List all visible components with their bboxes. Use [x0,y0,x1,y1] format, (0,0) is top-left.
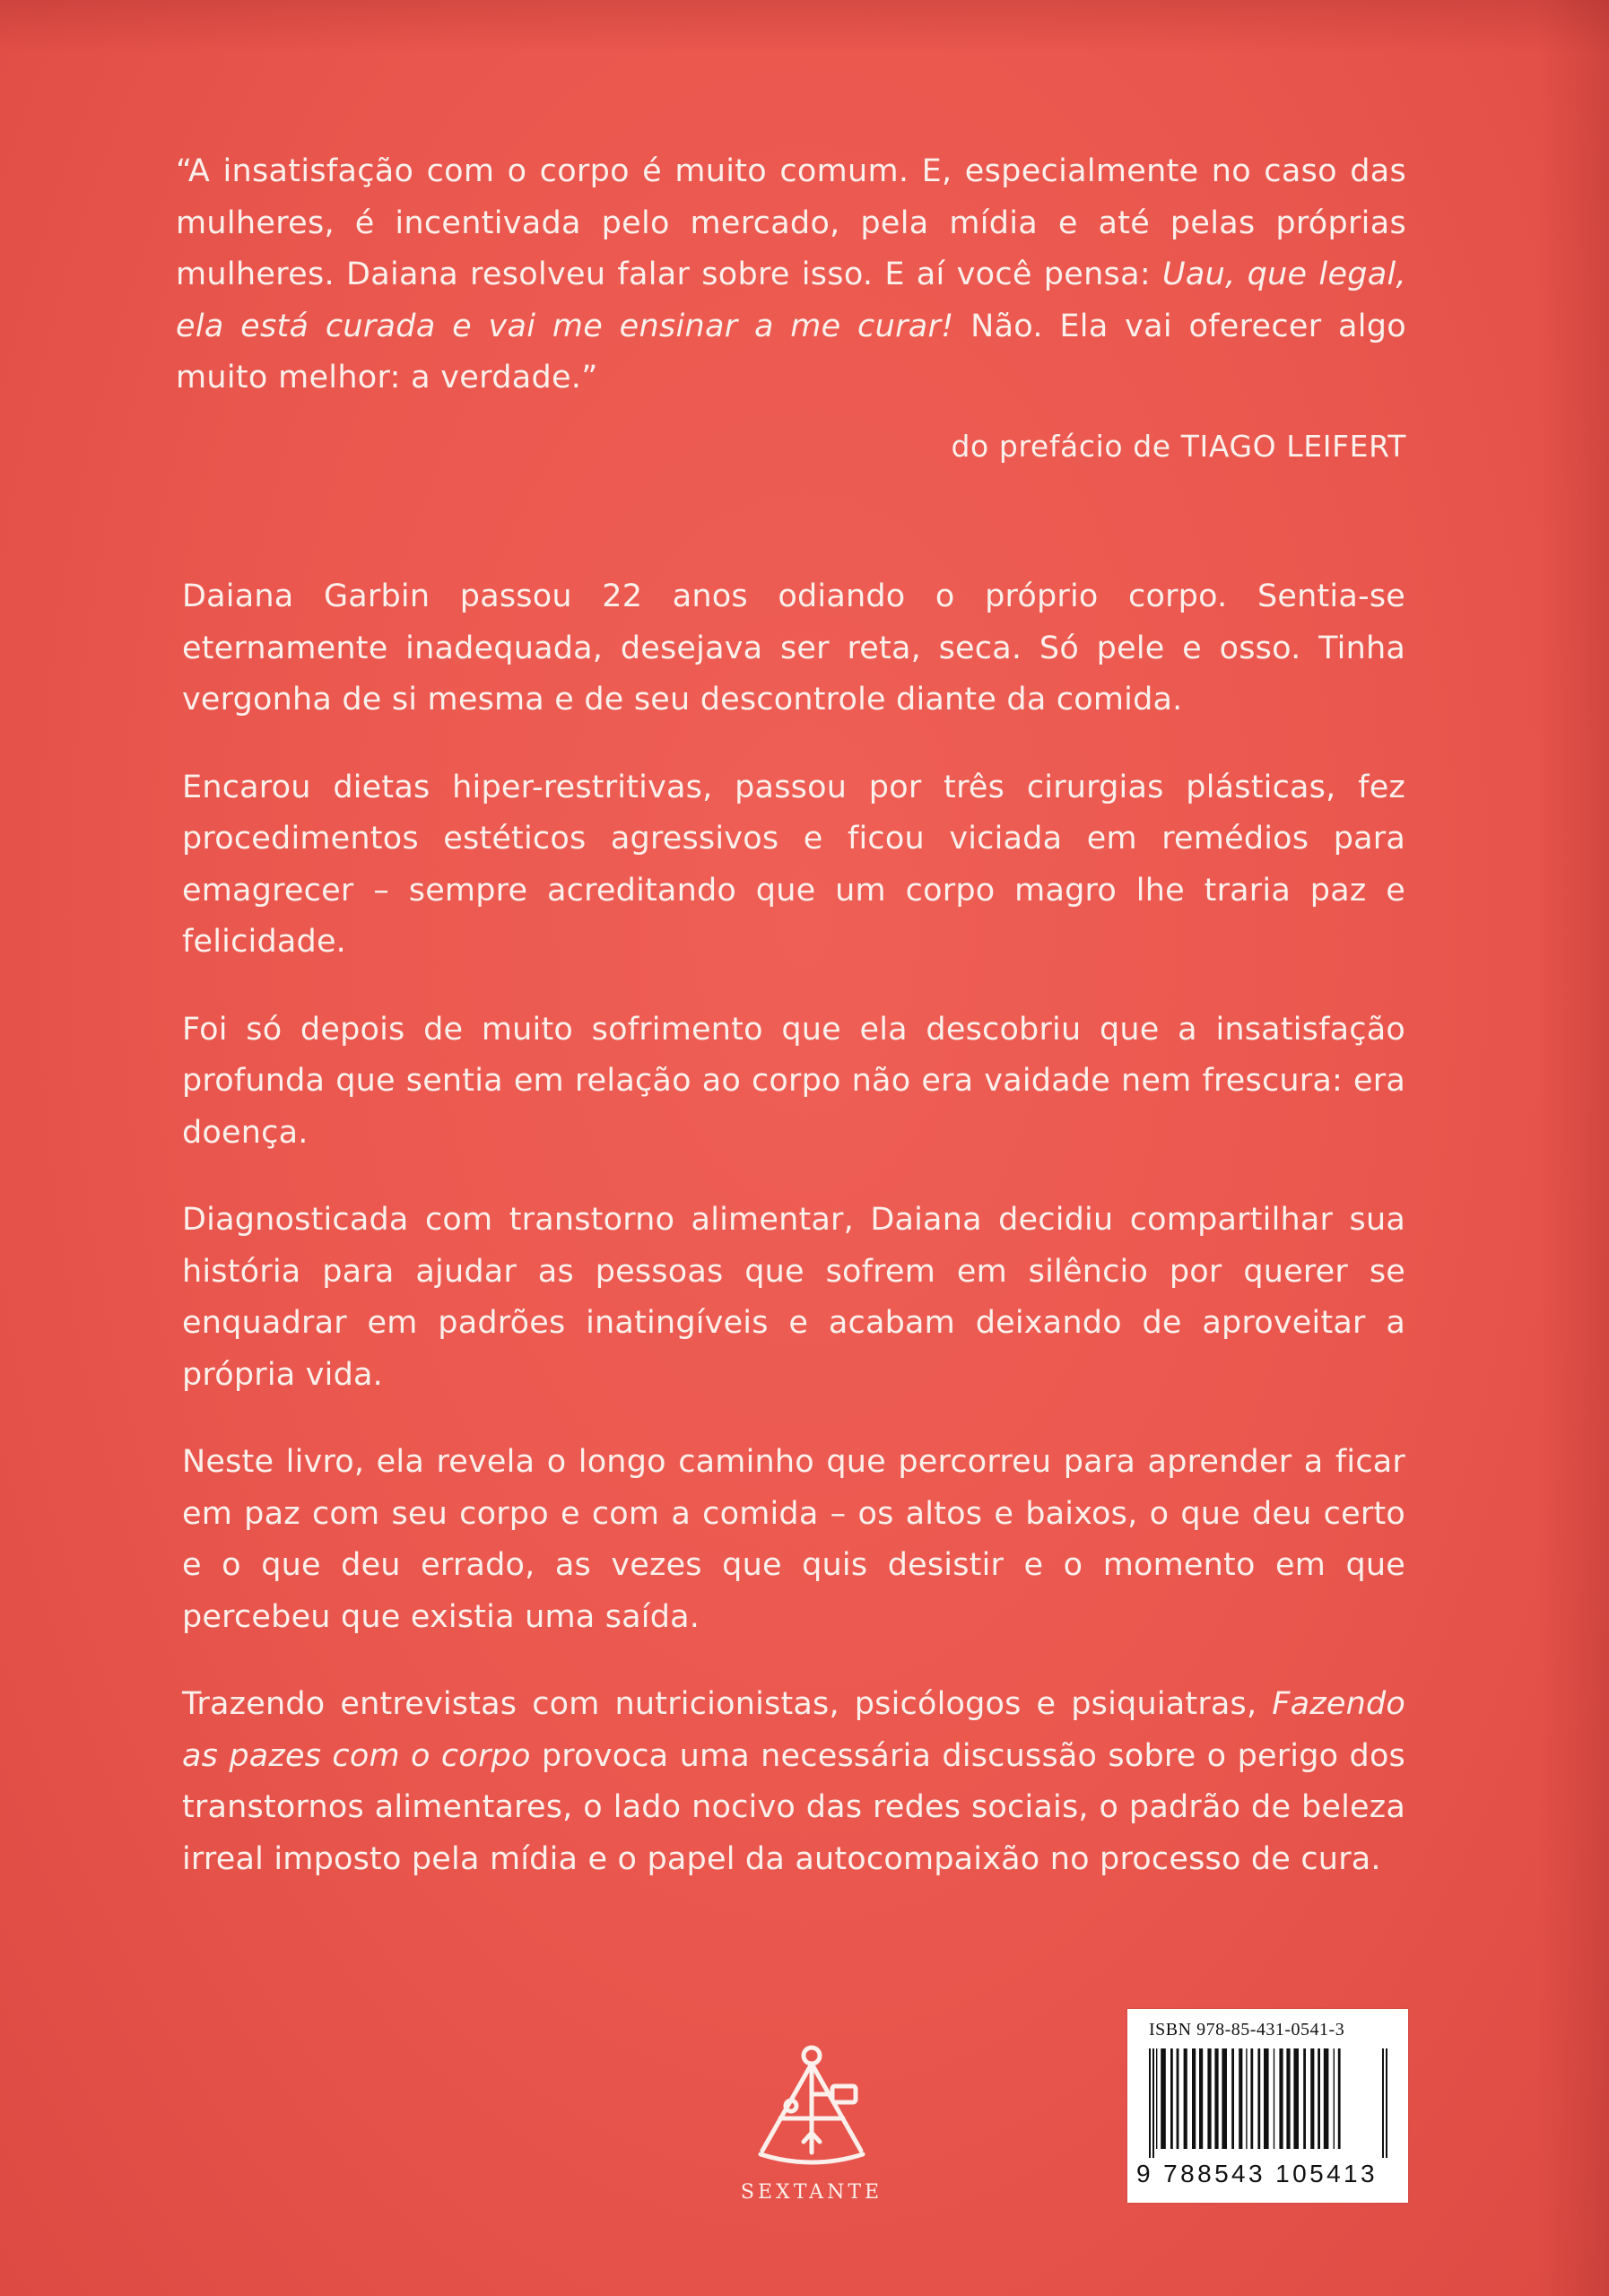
barcode-bar [1246,2048,1247,2149]
synopsis-paragraph-4: Diagnosticada com transtorno alimentar, Daiana decidiu compartilhar sua história para ajudar as pessoas que sofrem em silêncio por querer se enquadrar em padrões inatingíveis e acabam deixando de aproveitar a própria vida. [182,1202,1405,1393]
barcode [1127,2009,1408,2203]
publisher-name: SEXTANTE [740,2181,883,2204]
barcode-bar [1184,2048,1187,2149]
quote-paragraph [176,146,1406,404]
barcode-bar [1279,2048,1283,2149]
barcode-bar [1382,2048,1384,2158]
quote-text-start: “A insatisfação com o corpo é muito comum. E, especialmente no caso das mulheres, é incentivada pelo mercado, pela mídia e até pelas próprias mulheres. Daiana resolveu falar sobre isso. E aí você pensa: [176,153,1406,292]
barcode-bar [1257,2048,1260,2149]
barcode-bar [1170,2048,1173,2149]
barcode-bar [1250,2048,1253,2149]
barcode-bar [1324,2048,1329,2149]
barcode-bar [1334,2048,1335,2149]
barcode-bar [1152,2048,1154,2158]
barcode-bar [1231,2048,1234,2149]
barcode-bar [1310,2048,1314,2149]
synopsis-p6-start: Trazendo entrevistas com nutricionistas, psicólogos e psiquiatras, [182,1686,1273,1722]
barcode-bar [1303,2048,1306,2149]
synopsis-paragraph-1: Daiana Garbin passou 22 anos odiando o próprio corpo. Sentia-se eternamente inadequada, desejava ser reta, seca. Só pele e osso. Tinha vergonha de si mesma e de seu descontrole diante da comida. [182,578,1405,718]
book-title-italic: Fazendo as pazes com o corpo [182,1686,1405,1774]
isbn-label: ISBN 978-85-431-0541-3 [1149,2020,1345,2039]
barcode-bar [1338,2048,1341,2149]
barcode-bar [1207,2048,1211,2149]
synopsis [182,571,1405,1921]
barcode-bar [1286,2048,1290,2149]
barcode-bar [1156,2048,1157,2149]
synopsis-paragraph-5: Neste livro, ela revela o longo caminho que percorreu para aprender a ficar em paz com seu corpo e com a comida – os altos e baixos, o que deu certo e o que deu errado, as vezes que quis desistir e o momento em que percebeu que existia uma saída. [182,1444,1405,1635]
barcode-bar [1222,2048,1227,2149]
barcode-bar [1239,2048,1242,2149]
barcode-bar [1386,2048,1387,2158]
quote-attribution: do prefácio de TIAGO LEIFERT [951,429,1406,464]
barcode-bar [1161,2048,1166,2149]
barcode-bar [1177,2048,1179,2149]
synopsis-paragraph-3: Foi só depois de muito sofrimento que ela descobriu que a insatisfação profunda que sentia em relação ao corpo não era vaidade nem frescura: era doença. [182,1011,1405,1151]
barcode-bar [1199,2048,1203,2149]
synopsis-p6-end: provoca uma necessária discussão sobre o perigo dos transtornos alimentares, o lado nocivo das redes sociais, o padrão de beleza irreal imposto pela mídia e o papel da autocompaixão no processo de cura. [182,1737,1405,1877]
barcode-bar [1192,2048,1196,2149]
spine-edge-shadow [1537,0,1609,2296]
synopsis-paragraph-6 [182,1679,1405,1885]
barcode-bar [1293,2048,1299,2149]
barcode-bar [1149,2048,1151,2158]
barcode-digits: 9 788543 105413 [1136,2160,1378,2187]
top-edge-shadow [0,0,1609,54]
preface-quote [176,146,1406,404]
quote-text-end: Não. Ela vai oferecer algo muito melhor: a verdade.” [176,308,1406,396]
barcode-bar [1214,2048,1218,2149]
quote-text-italic: Uau, que legal, ela está curada e vai me ensinar a me curar! [176,257,1406,344]
barcode-bar [1264,2048,1269,2149]
barcode-bar [1318,2048,1320,2149]
barcode-bars [1147,2048,1389,2158]
synopsis-paragraph-2: Encarou dietas hiper-restritivas, passou por três cirurgias plásticas, fez procedimentos estéticos agressivos e ficou viciada em remédios para emagrecer – sempre acreditando que um corpo magro lhe traria paz e felicidade. [182,769,1405,960]
